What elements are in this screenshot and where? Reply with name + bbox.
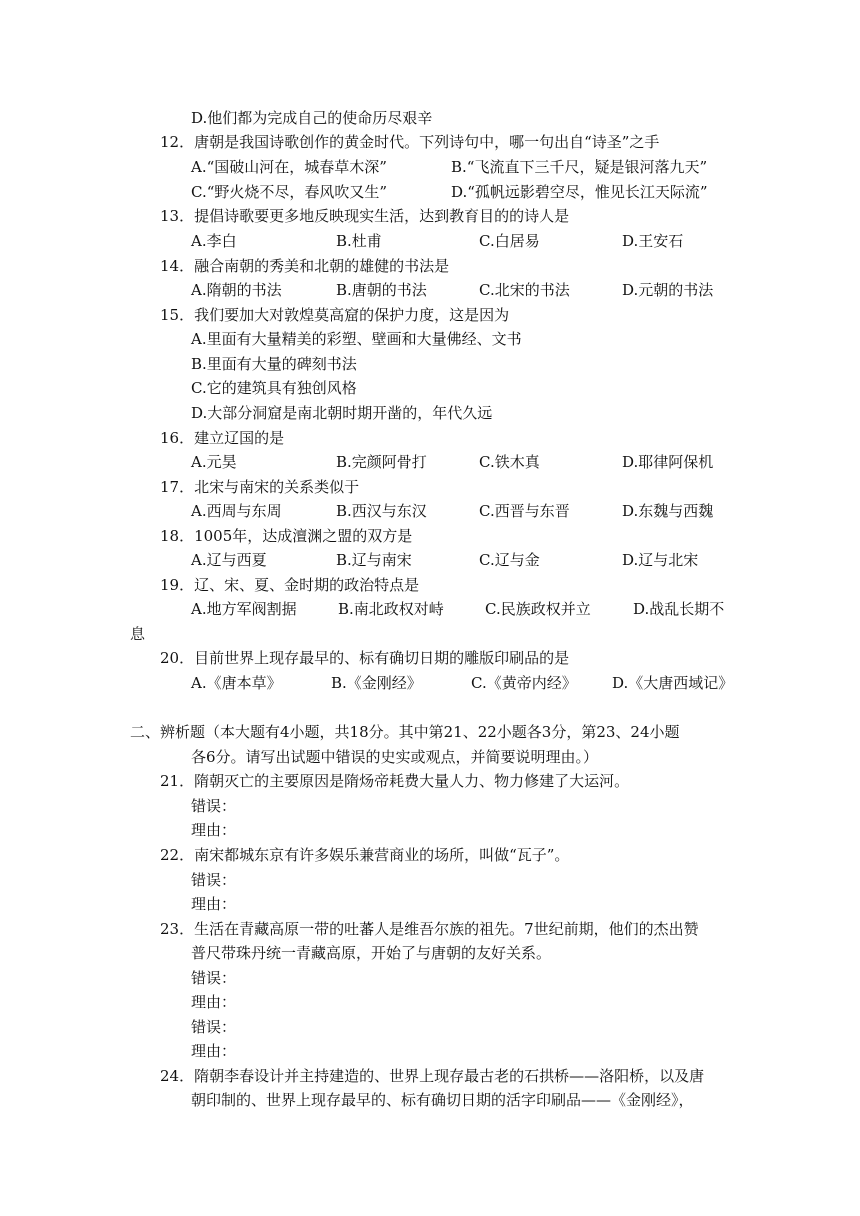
q19-option-c: C.民族政权并立 xyxy=(485,600,591,618)
q19-stem: 19．辽、宋、夏、金时期的政治特点是 xyxy=(160,576,420,594)
q15-option-a: A.里面有大量精美的彩塑、壁画和大量佛经、文书 xyxy=(191,330,522,348)
q19-option-d-wrap: 息 xyxy=(130,625,146,643)
q23-reason-label-1: 理由： xyxy=(191,993,237,1011)
q24-stem: 24．隋朝李春设计并主持建造的、世界上现存最古老的石拱桥——洛阳桥，以及唐 xyxy=(160,1067,705,1085)
q21-reason-label: 理由： xyxy=(191,821,237,839)
q17-option-a: A.西周与东周 xyxy=(191,502,282,520)
q11-option-d: D.他们都为完成自己的使命历尽艰辛 xyxy=(191,109,433,127)
q16-option-d: D.耶律阿保机 xyxy=(622,453,714,471)
q17-option-c: C.西晋与东晋 xyxy=(479,502,570,520)
q18-option-a: A.辽与西夏 xyxy=(191,551,267,569)
section2-heading-line2: 各6分。请写出试题中错误的史实或观点，并简要说明理由。） xyxy=(191,748,599,766)
q22-error-label: 错误： xyxy=(191,871,237,889)
q15-option-d: D.大部分洞窟是南北朝时期开凿的，年代久远 xyxy=(191,404,493,422)
q15-option-b: B.里面有大量的碑刻书法 xyxy=(191,355,357,373)
q12-option-c: C.“野火烧不尽，春风吹又生” xyxy=(191,183,388,201)
q23-error-label-1: 错误： xyxy=(191,969,237,987)
q13-option-d: D.王安石 xyxy=(622,232,684,250)
q19-option-a: A.地方军阀割据 xyxy=(191,600,297,618)
q14-option-d: D.元朝的书法 xyxy=(622,281,714,299)
q12-option-a: A.“国破山河在，城春草木深” xyxy=(191,158,387,176)
q19-option-b: B.南北政权对峙 xyxy=(338,600,444,618)
q24-stem-cont: 朝印制的、世界上现存最早的、标有确切日期的活字印刷品——《金刚经》， xyxy=(191,1091,694,1109)
q15-option-c: C.它的建筑具有独创风格 xyxy=(191,379,357,397)
q22-reason-label: 理由： xyxy=(191,895,237,913)
q13-option-c: C.白居易 xyxy=(479,232,540,250)
q23-error-label-2: 错误： xyxy=(191,1018,237,1036)
section2-heading-line1: 二、辨析题（本大题有4小题，共18分。其中第21、22小题各3分，第23、24小题 xyxy=(130,723,680,741)
q13-option-a: A.李白 xyxy=(191,232,237,250)
q17-option-b: B.西汉与东汉 xyxy=(336,502,427,520)
q20-option-c: C.《黄帝内经》 xyxy=(471,674,577,692)
q14-option-a: A.隋朝的书法 xyxy=(191,281,282,299)
q18-stem: 18．1005年，达成澶渊之盟的双方是 xyxy=(160,527,413,545)
q13-option-b: B.杜甫 xyxy=(336,232,382,250)
q14-stem: 14．融合南朝的秀美和北朝的雄健的书法是 xyxy=(160,257,450,275)
q13-stem: 13．提倡诗歌要更多地反映现实生活，达到教育目的的诗人是 xyxy=(160,207,570,225)
q20-option-d: D.《大唐西域记》 xyxy=(612,674,734,692)
q21-error-label: 错误： xyxy=(191,797,237,815)
q21-stem: 21．隋朝灭亡的主要原因是隋炀帝耗费大量人力、物力修建了大运河。 xyxy=(160,772,630,790)
q12-stem: 12．唐朝是我国诗歌创作的黄金时代。下列诗句中，哪一句出自“诗圣”之手 xyxy=(160,133,660,151)
q16-option-a: A.元昊 xyxy=(191,453,237,471)
q18-option-b: B.辽与南宋 xyxy=(336,551,412,569)
q17-stem: 17．北宋与南宋的关系类似于 xyxy=(160,478,360,496)
q23-stem: 23．生活在青藏高原一带的吐蕃人是维吾尔族的祖先。7世纪前期，他们的杰出赞 xyxy=(160,920,699,938)
q16-option-c: C.铁木真 xyxy=(479,453,540,471)
q16-option-b: B.完颜阿骨打 xyxy=(336,453,427,471)
q22-stem: 22．南宋都城东京有许多娱乐兼营商业的场所，叫做“瓦子”。 xyxy=(160,846,570,864)
q20-stem: 20．目前世界上现存最早的、标有确切日期的雕版印刷品的是 xyxy=(160,649,570,667)
q16-stem: 16．建立辽国的是 xyxy=(160,429,285,447)
q18-option-d: D.辽与北宋 xyxy=(622,551,699,569)
q15-stem: 15．我们要加大对敦煌莫高窟的保护力度，这是因为 xyxy=(160,306,510,324)
q12-option-b: B.“飞流直下三千尺，疑是银河落九天” xyxy=(451,158,708,176)
q23-reason-label-2: 理由： xyxy=(191,1042,237,1060)
q14-option-b: B.唐朝的书法 xyxy=(336,281,427,299)
q20-option-a: A.《唐本草》 xyxy=(191,674,282,692)
q18-option-c: C.辽与金 xyxy=(479,551,540,569)
q14-option-c: C.北宋的书法 xyxy=(479,281,570,299)
q23-stem-cont: 普尺带珠丹统一青藏高原，开始了与唐朝的友好关系。 xyxy=(191,944,552,962)
q12-option-d: D.“孤帆远影碧空尽，惟见长江天际流” xyxy=(451,183,708,201)
q20-option-b: B.《金刚经》 xyxy=(331,674,422,692)
q19-option-d: D.战乱长期不 xyxy=(633,600,725,618)
q17-option-d: D.东魏与西魏 xyxy=(622,502,714,520)
